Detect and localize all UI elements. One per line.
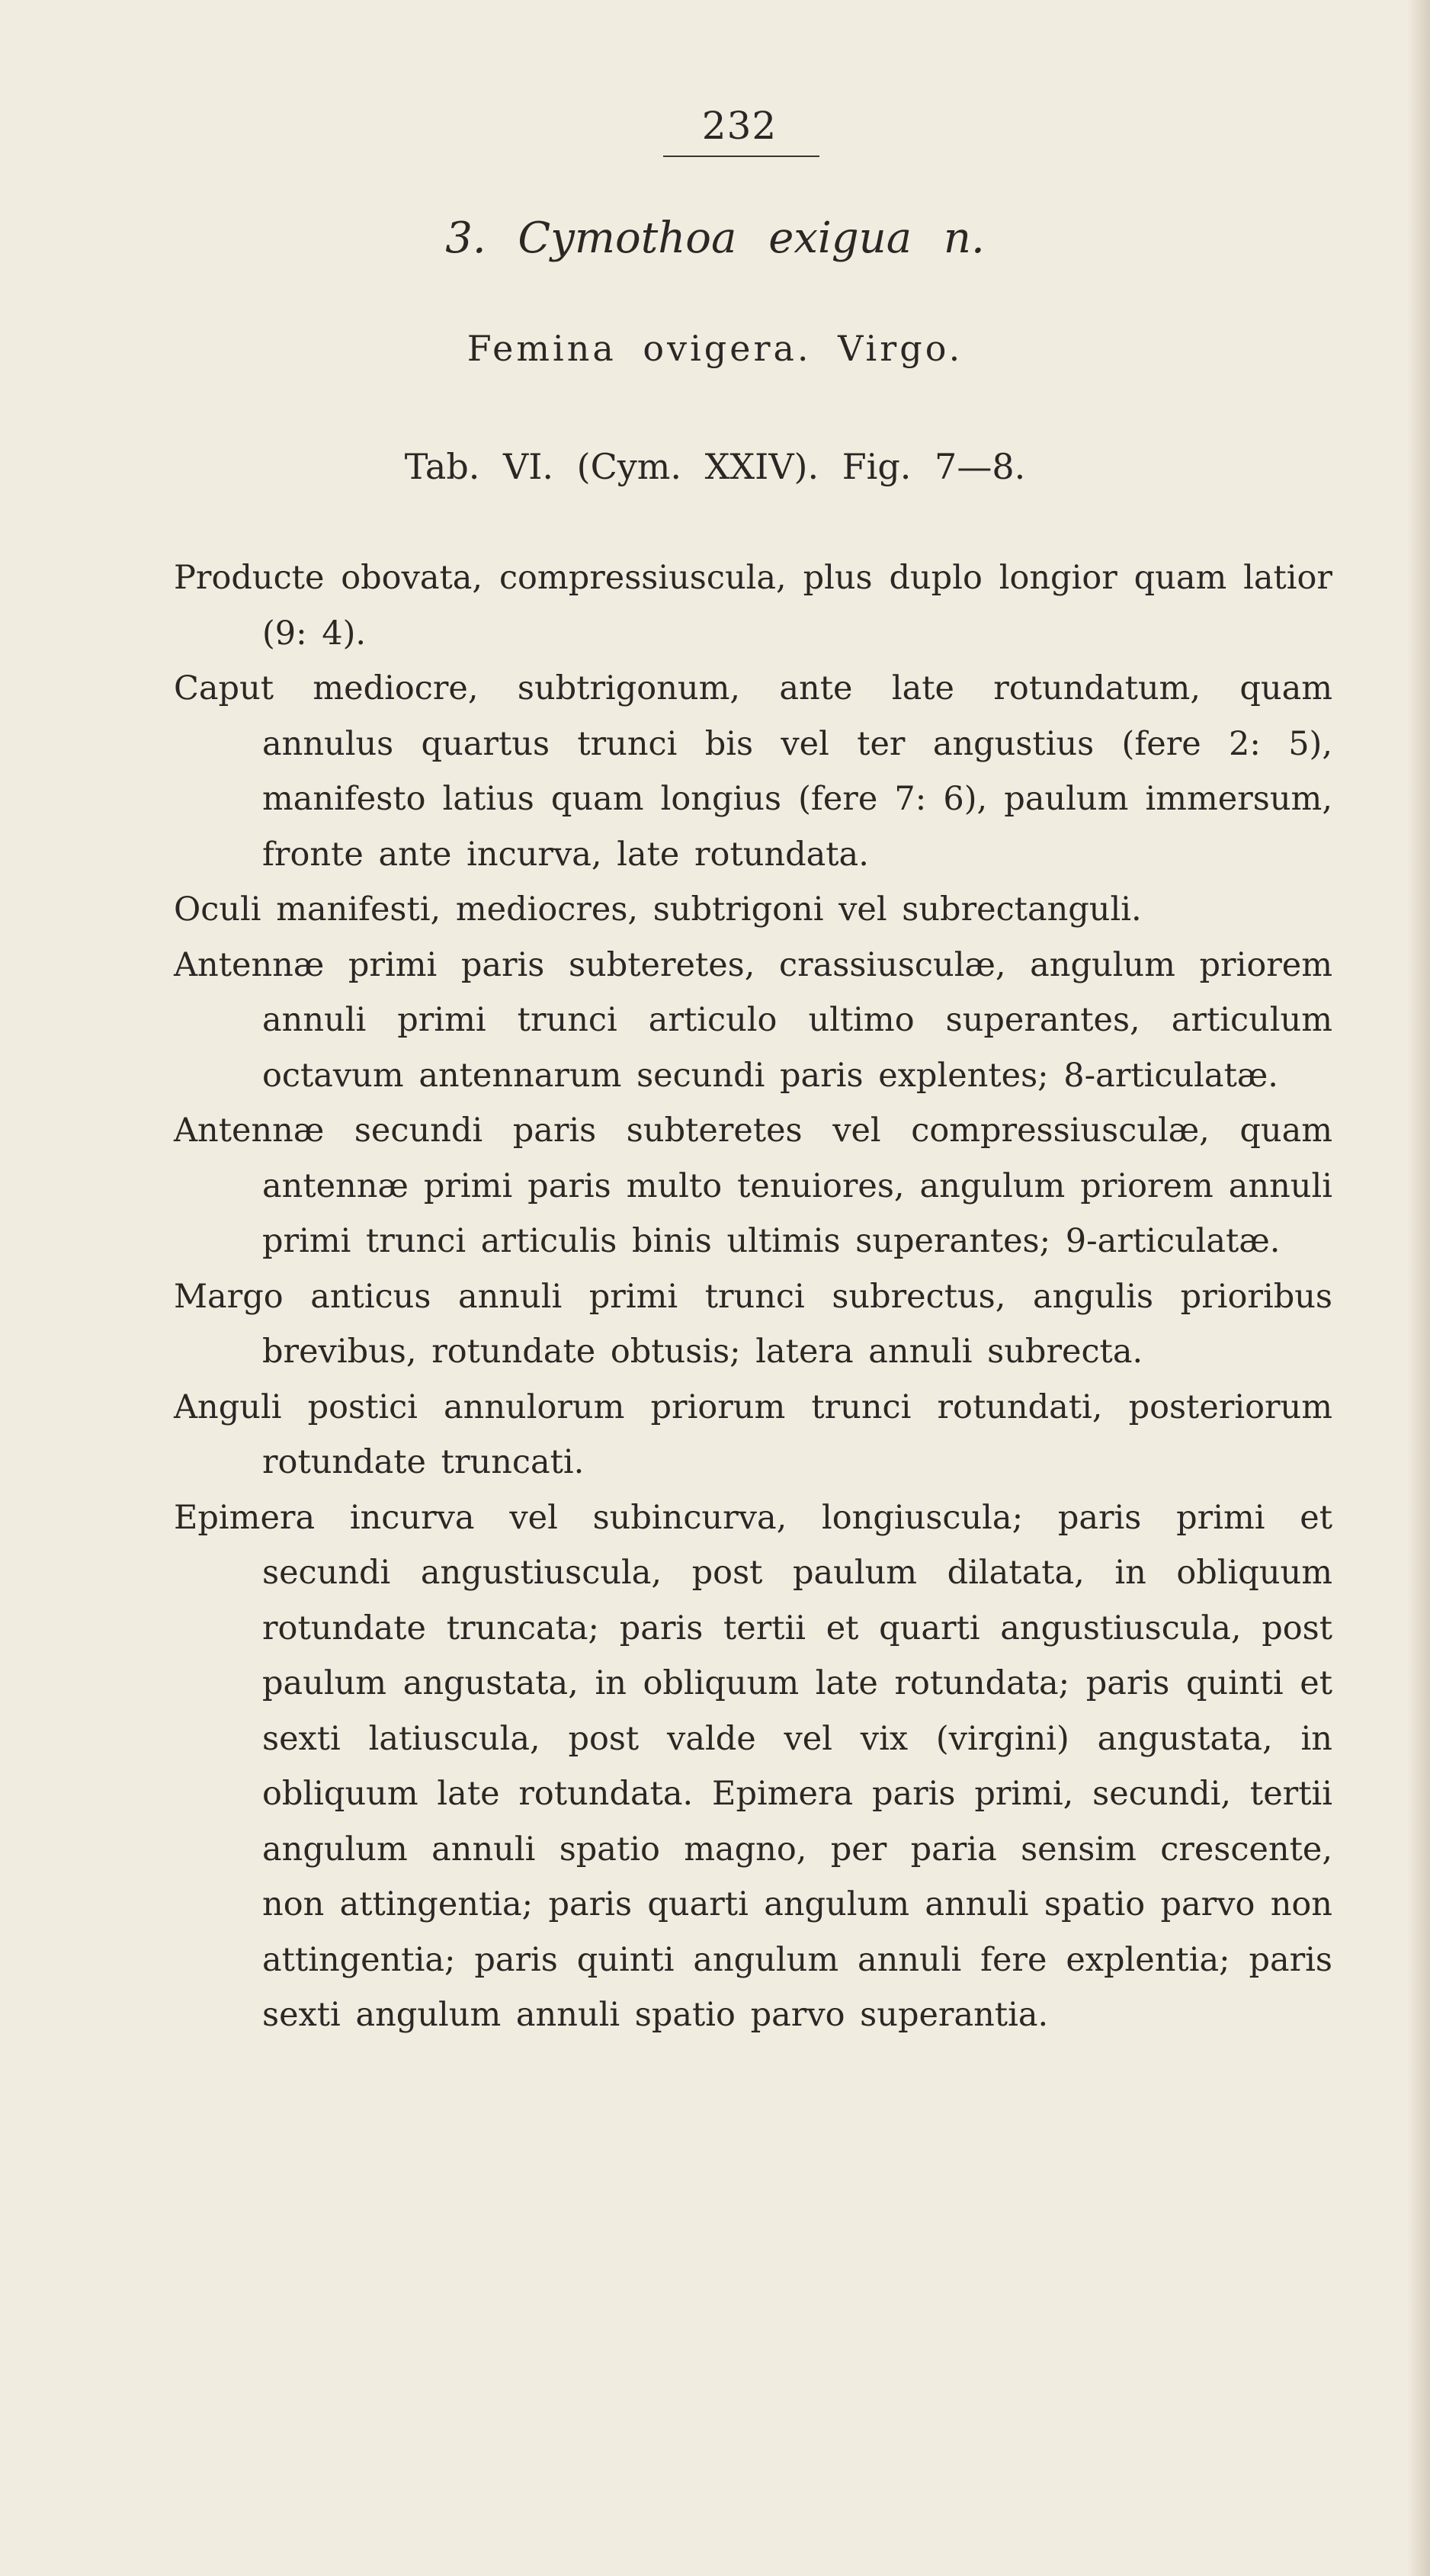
description-body: [174, 550, 1332, 2043]
plate-reference: Tab. VI. (Cym. XXIV). Fig. 7—8.: [404, 446, 1026, 487]
paragraph-shape: Producte obovata, compressiuscula, plus duplo longior quam latior (9: 4).: [174, 559, 1332, 653]
paragraph-antennae-second: Antennæ secundi paris subteretes vel compressiusculæ, quam antennæ primi paris multo tenuiores, angulum priorem annuli primi trunci articulis binis ultimis superantes; 9-articulatæ.: [174, 1112, 1332, 1260]
page-edge-shadow: [1407, 0, 1430, 2576]
page-number-rule: [663, 156, 819, 157]
paragraph-margo: Margo anticus annuli primi trunci subrectus, angulis prioribus brevibus, rotundate obtusis; latera annuli subrecta.: [174, 1277, 1332, 1371]
page-number: 232: [701, 104, 778, 148]
paragraph-oculi: Oculi manifesti, mediocres, subtrigoni vel subrectanguli.: [174, 890, 1142, 929]
paragraph-anguli: Anguli postici annulorum priorum trunci rotundati, posteriorum rotundate truncati.: [174, 1387, 1332, 1481]
paragraph-antennae-first: Antennæ primi paris subteretes, crassiusculæ, angulum priorem annuli primi trunci articulo ultimo superantes, articulum octavum antennarum secundi paris explentes; 8-articulatæ.: [174, 945, 1332, 1095]
specimen-subtitle: Femina ovigera. Virgo.: [467, 328, 963, 369]
paragraph-epimera: Epimera incurva vel subincurva, longiuscula; paris primi et secundi angustiuscula, post paulum dilatata, in obliquum rotundate truncata; paris tertii et quarti angustiuscula, post paulum angustata, in obliquum late rotundata; paris quinti et sexti latiuscula, post valde vel vix (virgini) angustata, in obliquum late rotundata. Epimera paris primi, secundi, tertii angulum annuli spatio magno, per paria sensim crescente, non attingentia; paris quarti angulum annuli spatio parvo non attingentia; paris quinti angulum annuli fere explentia; paris sexti angulum annuli spatio parvo superantia.: [174, 1498, 1332, 2034]
paragraph-caput: Caput mediocre, subtrigonum, ante late rotundatum, quam annulus quartus trunci bis vel ter angustius (fere 2: 5), manifesto latius quam longius (fere 7: 6), paulum immersum, fronte ante incurva, late rotundata.: [174, 669, 1332, 874]
species-title: 3. Cymothoa exigua n.: [445, 213, 985, 263]
